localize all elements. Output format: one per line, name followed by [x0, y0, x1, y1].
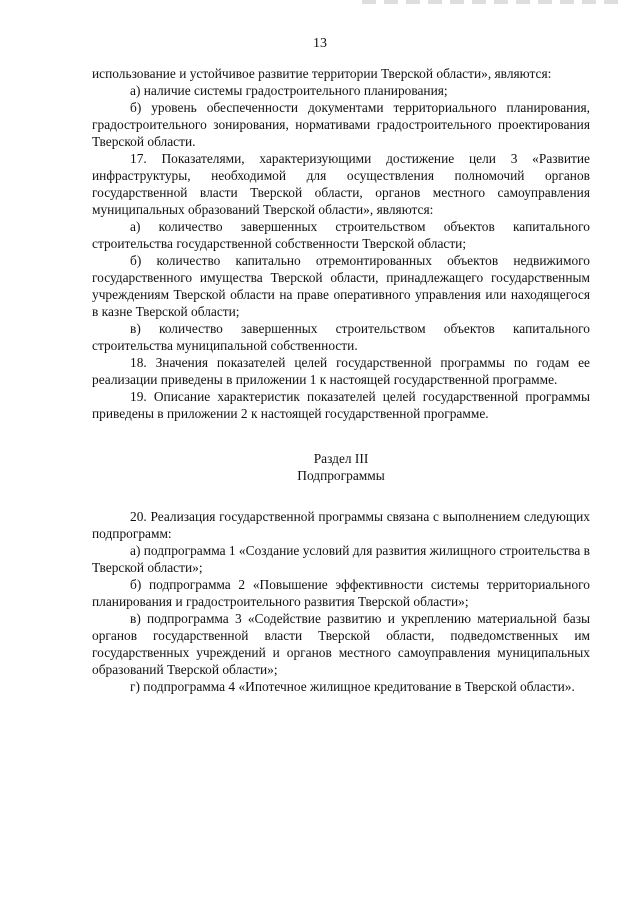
paragraph-item-a: а) наличие системы градостроительного планирования;	[130, 83, 448, 98]
document-body	[92, 65, 590, 695]
section-spacer	[92, 484, 590, 508]
subprogram-2: б) подпрограмма 2 «Повышение эффективности системы территориального планирования и градостроительного развития Тверской области»;	[92, 577, 590, 609]
paragraph-18: 18. Значения показателей целей государственной программы по годам ее реализации приведены в приложении 1 к настоящей государственной программе.	[92, 355, 590, 387]
page-number: 13	[313, 36, 327, 51]
section-heading	[92, 450, 590, 484]
paragraph-continuation: использование и устойчивое развитие территории Тверской области», являются:	[92, 66, 552, 81]
paragraph-17: 17. Показателями, характеризующими достижение цели 3 «Развитие инфраструктуры, необходимой для осуществления полномочий органов государственной власти Тверской области, органов местного самоуправления муниципальных образований Тверской области», являются:	[92, 151, 590, 217]
paragraph-item-b: б) уровень обеспеченности документами территориального планирования, градостроительного зонирования, нормативами градостроительного проектирования Тверской области.	[92, 100, 590, 149]
subprogram-3: в) подпрограмма 3 «Содействие развитию и укреплению материальной базы органов государственной власти Тверской области, подведомственных им государственных учреждений и органов местного самоуправления муниципальных образований Тверской области»;	[92, 611, 590, 677]
section-number: Раздел III	[313, 451, 369, 466]
paragraph-19: 19. Описание характеристик показателей целей государственной программы приведены в приложении 2 к настоящей государственной программе.	[92, 389, 590, 421]
subprogram-1: а) подпрограмма 1 «Создание условий для развития жилищного строительства в Тверской области»;	[92, 543, 590, 575]
section-title: Подпрограммы	[297, 468, 385, 483]
scan-artifact-marks	[362, 0, 622, 4]
paragraph-17-item-a: а) количество завершенных строительством объектов капитального строительства государственной собственности Тверской области;	[92, 219, 590, 251]
paragraph-17-item-v: в) количество завершенных строительством объектов капитального строительства муниципальной собственности.	[92, 321, 590, 353]
subprogram-4: г) подпрограмма 4 «Ипотечное жилищное кредитование в Тверской области».	[130, 679, 575, 694]
paragraph-20: 20. Реализация государственной программы связана с выполнением следующих подпрограмм:	[92, 509, 590, 541]
paragraph-17-item-b: б) количество капитально отремонтированных объектов недвижимого государственного имущества Тверской области, принадлежащего государственным учреждениям Тверской области на праве оперативного управления или находящегося в казне Тверской области;	[92, 253, 590, 319]
